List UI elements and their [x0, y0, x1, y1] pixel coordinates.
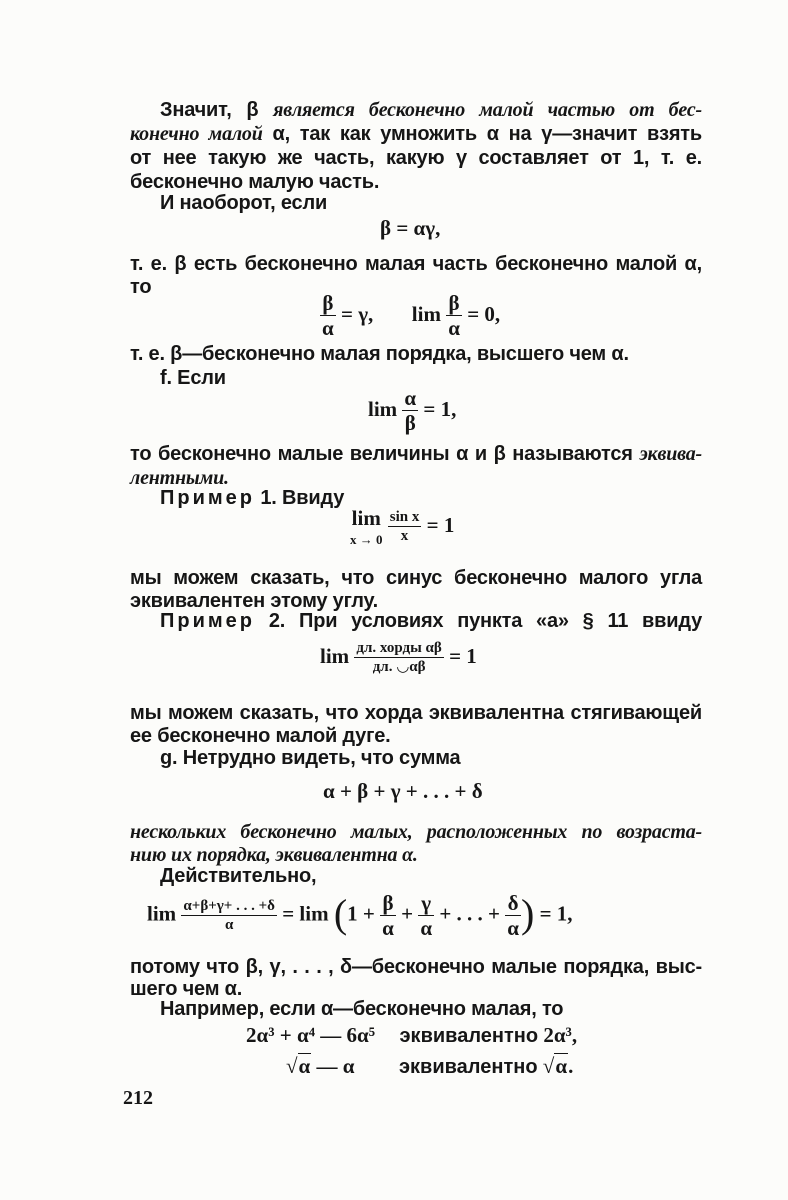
equivalence-word: эквивалентно: [399, 1056, 538, 1078]
text-line: [160, 98, 702, 122]
example-heading: [160, 486, 702, 510]
fraction: $\frac{\alpha}{\beta}$: [404, 386, 417, 435]
fraction: $\frac{\text{sin x}}{x}$: [389, 509, 420, 544]
formula-equiv-2: √α — α эквивалентно √α.: [286, 1054, 574, 1078]
text-line: f. Если: [160, 367, 226, 389]
square-root: √α: [286, 1054, 311, 1078]
formula-equiv-1: [246, 1023, 577, 1048]
formula-sum: α + β + γ + . . . + δ: [323, 779, 483, 803]
fraction: $\frac{\beta}{\alpha}$: [382, 890, 394, 940]
formula-sin-limit: lim x → 0 $\frac{\text{sin x}}{x}$ = 1: [350, 506, 455, 547]
example-label: Пример: [160, 610, 256, 632]
text-span: то бесконечно малые величины α и β называются: [130, 443, 640, 465]
formula-limit-ratio: lim $\frac{\alpha}{\beta}$ = 1,: [368, 386, 457, 435]
text-line: нескольких бесконечно малых, расположенных по возраста-: [130, 821, 702, 843]
text-line: Например, если α—бесконечно малая, то: [160, 998, 564, 1020]
text-span: α, так как умножить α на γ—значит взять: [262, 123, 702, 145]
text-line: [130, 122, 702, 146]
formula-ratio: $\frac{\beta}{\alpha}$ = γ, lim $\frac{\beta}{\alpha}$ = 0,: [322, 291, 501, 340]
fraction: $\frac{\gamma}{\alpha}$: [420, 890, 433, 940]
text-line: эквивалентен этому углу.: [130, 590, 378, 612]
text-line: потому что β, γ, . . . , δ—бесконечно малые порядка, выс-: [130, 956, 702, 978]
text-line: мы можем сказать, что хорда эквивалентна стягивающей: [130, 702, 702, 724]
text-line: g. Нетрудно видеть, что сумма: [160, 747, 461, 769]
text-line: лентными.: [130, 467, 229, 489]
text-line: нию их порядка, эквивалентна α.: [130, 844, 418, 866]
italic-span: конечно малой: [130, 123, 263, 145]
example-label: Пример: [160, 487, 256, 509]
text-line: [130, 442, 702, 466]
limit-operator: lim x → 0: [350, 506, 383, 547]
text-span: 2. При условиях пункта «а» § 11 ввиду: [255, 610, 702, 632]
fraction: $\frac{\alpha+\beta+\gamma+ . . . +\delta}{\alpha}$: [183, 897, 275, 933]
text-span: 1. Ввиду: [255, 487, 345, 509]
text-line: И наоборот, если: [160, 192, 328, 214]
formula-beta-eq: β = αγ,: [380, 216, 441, 240]
text-line: т. е. β—бесконечно малая порядка, высшего чем α.: [130, 343, 629, 365]
text-span: Значит, β: [160, 99, 274, 121]
fraction: $\frac{\text{дл. хорды αβ}}{дл. ◡\alpha\beta}$: [356, 640, 442, 675]
italic-span: является бесконечно малой частью от бес-: [273, 99, 702, 121]
formula-sum-limit: lim $\frac{\alpha+\beta+\gamma+ . . . +\delta}{\alpha}$ = lim (1 + $\frac{\beta}{\alpha}$ + $\frac{\gamma}{\alpha}$ + . . . + $\frac{\delta}{\alpha}$ ) = 1,: [147, 890, 573, 940]
text-line: бесконечно малую часть.: [130, 171, 380, 193]
text-line: шего чем α.: [130, 978, 243, 1000]
expression: 2α³ + α⁴ — 6α⁵: [246, 1023, 376, 1047]
square-root: √α: [542, 1054, 568, 1078]
italic-span: эквива-: [639, 443, 702, 465]
fraction: $\frac{\delta}{\alpha}$: [507, 890, 519, 940]
fraction: $\frac{\beta}{\alpha}$: [322, 291, 334, 340]
text-line: Действительно,: [160, 865, 317, 887]
expression: 2α³,: [543, 1023, 578, 1047]
formula-chord-limit: lim $\frac{\text{дл. хорды αβ}}{дл. ◡\alpha\beta}$ = 1: [320, 640, 477, 675]
fraction: $\frac{\beta}{\alpha}$: [448, 291, 460, 340]
text-line: от нее такую же часть, какую γ составляет от 1, т. е.: [130, 147, 702, 169]
text-line: мы можем сказать, что синус бесконечно малого угла: [130, 567, 702, 589]
text-line: т. е. β есть бесконечно малая часть бесконечно малой α,: [130, 253, 702, 275]
example-heading: [160, 609, 702, 633]
text-line: ее бесконечно малой дуге.: [130, 725, 391, 747]
equivalence-word: эквивалентно: [399, 1025, 539, 1047]
page-number: 212: [123, 1087, 153, 1109]
text-line: то: [130, 276, 152, 298]
